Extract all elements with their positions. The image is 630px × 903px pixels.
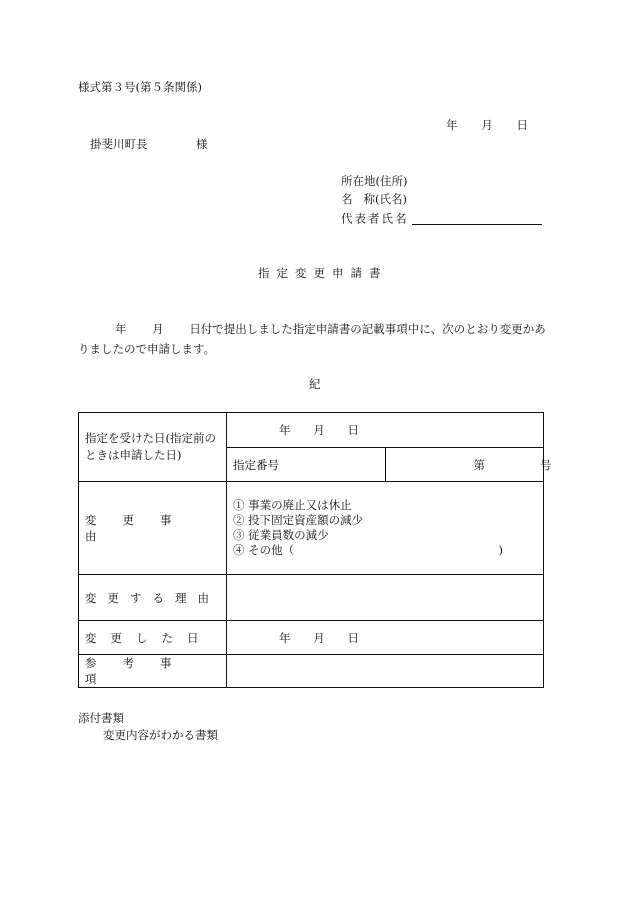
change-reason-value-cell — [227, 575, 544, 621]
address-label: 所在地(住所) — [341, 174, 408, 188]
representative-line — [341, 212, 542, 225]
date-day: 日 — [516, 118, 528, 132]
representative-label: 代表者氏名 — [341, 211, 409, 226]
reason-option-4: ④ その他（ ) — [233, 543, 503, 557]
reason-label-cell: 変更事由 — [79, 482, 227, 575]
ki-heading: 紀 — [309, 377, 321, 391]
reference-label-cell: 参考事項 — [79, 655, 227, 688]
attachments-heading: 添付書類 — [78, 711, 124, 725]
change-date-label-cell: 変更した日 — [79, 621, 227, 655]
reason-option-1: ① 事業の廃止又は休止 — [233, 498, 352, 512]
designation-no-label-cell: 指定番号 — [227, 448, 386, 482]
body-line-2: りましたので申請します。 — [78, 342, 216, 356]
document-title: 指定変更申請書 — [258, 266, 388, 280]
application-table — [78, 412, 552, 688]
attachments-item: 変更内容がわかる書類 — [103, 728, 218, 742]
date-year: 年 — [446, 118, 458, 132]
addressee: 掛斐川町長 — [90, 137, 148, 151]
change-reason-label-cell: 変更する理由 — [79, 575, 227, 621]
designated-date-value-cell: 年 月 日 — [227, 413, 544, 448]
designation-no-value-cell: 第 号 — [385, 448, 544, 482]
reason-options-cell — [227, 482, 544, 575]
body-line-1: 年 月 日付で提出しました指定申請書の記載事項中に、次のとおり変更かあ — [115, 322, 546, 336]
form-number: 様式第３号(第５条関係) — [78, 80, 202, 94]
change-date-value-cell: 年 月 日 — [227, 621, 544, 655]
date-line — [446, 120, 528, 132]
reason-option-2: ② 投下固定資産額の減少 — [233, 513, 364, 527]
signature-underline — [412, 212, 542, 225]
name-label: 名 称(氏名) — [341, 192, 407, 206]
honorific: 様 — [196, 137, 208, 151]
reason-option-3: ③ 従業員数の減少 — [233, 528, 329, 542]
designated-date-label-cell: 指定を受けた日(指定前のときは申請した日) — [79, 413, 227, 482]
date-month: 月 — [481, 118, 493, 132]
reference-value-cell — [227, 655, 544, 688]
